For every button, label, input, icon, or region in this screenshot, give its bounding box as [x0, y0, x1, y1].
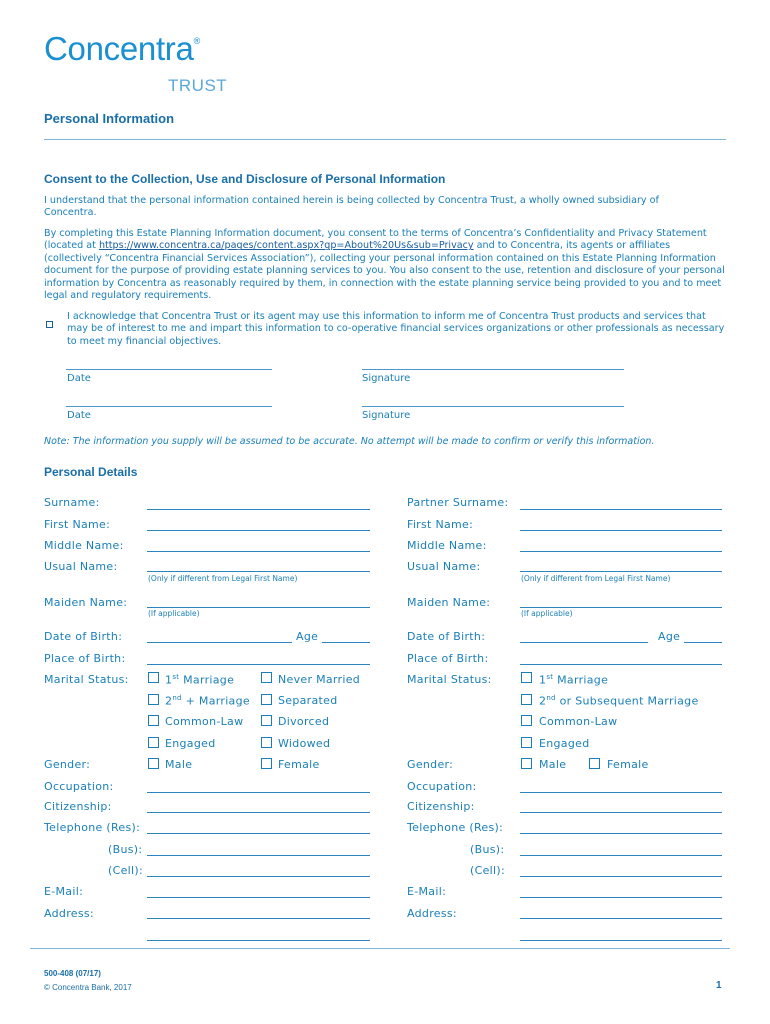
partner-maiden-name-label: Maiden Name:: [407, 596, 491, 609]
partner-marital-status-label: Marital Status:: [407, 673, 492, 686]
accuracy-note: Note: The information you supply will be assumed to be accurate. No attempt will be made to confirm or verify this information.: [44, 436, 655, 447]
privacy-link[interactable]: https://www.concentra.ca/pages/content.aspx?gp=About%20Us&sub=Privacy: [98, 240, 474, 252]
common-law-label: Common-Law: [165, 715, 244, 728]
citizenship-field[interactable]: [147, 812, 370, 813]
pob-label: Place of Birth:: [44, 652, 126, 665]
partner-middle-name-field[interactable]: [520, 551, 722, 552]
never-married-checkbox[interactable]: [261, 672, 272, 683]
partner-first-name-label: First Name:: [407, 518, 474, 531]
dob-label: Date of Birth:: [44, 630, 123, 643]
copyright: © Concentra Bank, 2017: [44, 983, 132, 992]
partner-middle-name-label: Middle Name:: [407, 539, 487, 552]
section-divider: [44, 139, 726, 140]
partner-male-label: Male: [539, 758, 567, 771]
middle-name-field[interactable]: [147, 551, 370, 552]
partner-first-name-field[interactable]: [520, 530, 722, 531]
acknowledge-text: I acknowledge that Concentra Trust or its agent may use this information to inform me of Concentra Trust products and services that may be of interest to me and impart this information to co-operative financial services organizations or other professionals as necessary to meet my financial objectives.: [67, 311, 725, 347]
partner-occupation-label: Occupation:: [407, 780, 477, 793]
partner-pob-label: Place of Birth:: [407, 652, 489, 665]
tel-cell-label: (Cell):: [108, 864, 143, 877]
partner-occupation-field[interactable]: [520, 792, 722, 793]
separated-checkbox[interactable]: [261, 694, 272, 705]
partner-pob-field[interactable]: [520, 664, 722, 665]
email-field[interactable]: [147, 897, 370, 898]
divorced-label: Divorced: [278, 715, 330, 728]
partner-usual-name-field[interactable]: [520, 571, 722, 572]
first-name-label: First Name:: [44, 518, 111, 531]
partner-citizenship-field[interactable]: [520, 812, 722, 813]
second-marriage-checkbox[interactable]: [148, 694, 159, 705]
tel-res-label: Telephone (Res):: [44, 821, 141, 834]
maiden-name-hint: (If applicable): [148, 609, 200, 618]
occupation-label: Occupation:: [44, 780, 114, 793]
partner-gender-label: Gender:: [407, 758, 454, 771]
surname-label: Surname:: [44, 496, 100, 509]
partner-tel-res-field[interactable]: [520, 833, 722, 834]
date-label: Date: [67, 373, 91, 384]
partner-maiden-name-field[interactable]: [520, 607, 722, 608]
signature-line-2[interactable]: [362, 406, 624, 407]
tel-res-field[interactable]: [147, 833, 370, 834]
partner-first-marriage-checkbox[interactable]: [521, 672, 532, 683]
male-label: Male: [165, 758, 193, 771]
partner-email-field[interactable]: [520, 897, 722, 898]
date-label: Date: [67, 410, 91, 421]
usual-name-label: Usual Name:: [44, 560, 118, 573]
widowed-label: Widowed: [278, 737, 331, 750]
gender-label: Gender:: [44, 758, 91, 771]
partner-second-marriage-label: 2nd or Subsequent Marriage: [539, 694, 699, 708]
consent-paragraph-1: I understand that the personal information contained herein is being collected by Concentra Trust, a wholly owned subsidiary of Concentra.: [44, 195, 659, 219]
age-label: Age: [296, 630, 319, 643]
dob-field[interactable]: [147, 642, 292, 643]
email-label: E-Mail:: [44, 885, 84, 898]
partner-tel-cell-field[interactable]: [520, 876, 722, 877]
partner-engaged-label: Engaged: [539, 737, 590, 750]
address-field-1[interactable]: [147, 918, 370, 919]
date-line-2[interactable]: [66, 406, 272, 407]
middle-name-label: Middle Name:: [44, 539, 124, 552]
partner-address-label: Address:: [407, 907, 457, 920]
concentra-logo: Concentra®: [44, 30, 200, 67]
partner-tel-res-label: Telephone (Res):: [407, 821, 504, 834]
tel-cell-field[interactable]: [147, 876, 370, 877]
first-marriage-label: 1st Marriage: [165, 673, 235, 687]
partner-tel-bus-label: (Bus):: [470, 843, 505, 856]
partner-usual-name-label: Usual Name:: [407, 560, 481, 573]
consent-heading: Consent to the Collection, Use and Disclosure of Personal Information: [44, 172, 446, 186]
female-checkbox[interactable]: [261, 758, 272, 769]
separated-label: Separated: [278, 694, 338, 707]
female-label: Female: [278, 758, 320, 771]
second-marriage-label: 2nd + Marriage: [165, 694, 250, 708]
occupation-field[interactable]: [147, 792, 370, 793]
partner-maiden-name-hint: (If applicable): [521, 609, 573, 618]
consent-paragraph-2: By completing this Estate Planning Information document, you consent to the terms of Concentra’s Confidentiality and Privacy Statement (located at https://www.concentra.ca/pages/content.aspx?gp=About%20Us&sub=Privacy and to Concentra, its agents or affiliates (collectively “Concentra Financial Services Association”), collecting your personal information contained on this Estate Planning Information document for the purpose of providing estate planning services to you. You also consent to the use, retention and disclosure of your personal information by Concentra as reasonably required by them, in connection with the estate planning service being provided to you and to meet legal and regulatory requirements.: [44, 228, 725, 302]
age-field[interactable]: [322, 642, 370, 643]
pob-field[interactable]: [147, 664, 370, 665]
form-number: 500-408 (07/17): [44, 969, 101, 978]
partner-address-field-1[interactable]: [520, 918, 722, 919]
signature-label: Signature: [362, 373, 411, 384]
usual-name-field[interactable]: [147, 571, 370, 572]
surname-field[interactable]: [147, 509, 370, 510]
partner-usual-name-hint: (Only if different from Legal First Name): [521, 574, 671, 583]
maiden-name-field[interactable]: [147, 607, 370, 608]
address-field-2[interactable]: [147, 940, 370, 941]
trust-subbrand: TRUST: [168, 76, 228, 95]
acknowledge-checkbox[interactable]: [46, 313, 53, 332]
tel-bus-label: (Bus):: [108, 843, 143, 856]
signature-label: Signature: [362, 410, 411, 421]
partner-age-label: Age: [658, 630, 681, 643]
citizenship-label: Citizenship:: [44, 800, 112, 813]
engaged-checkbox[interactable]: [148, 737, 159, 748]
never-married-label: Never Married: [278, 673, 361, 686]
partner-tel-cell-label: (Cell):: [470, 864, 505, 877]
partner-common-law-label: Common-Law: [539, 715, 618, 728]
first-marriage-checkbox[interactable]: [148, 672, 159, 683]
partner-second-marriage-checkbox[interactable]: [521, 694, 532, 705]
usual-name-hint: (Only if different from Legal First Name): [148, 574, 298, 583]
signature-line-1[interactable]: [362, 369, 624, 370]
partner-male-checkbox[interactable]: [521, 758, 532, 769]
partner-dob-field[interactable]: [520, 642, 648, 643]
maiden-name-label: Maiden Name:: [44, 596, 128, 609]
partner-tel-bus-field[interactable]: [520, 855, 722, 856]
common-law-checkbox[interactable]: [148, 715, 159, 726]
divorced-checkbox[interactable]: [261, 715, 272, 726]
tel-bus-field[interactable]: [147, 855, 370, 856]
partner-first-marriage-label: 1st Marriage: [539, 673, 609, 687]
partner-female-label: Female: [607, 758, 649, 771]
footer-divider: [30, 948, 730, 949]
partner-common-law-checkbox[interactable]: [521, 715, 532, 726]
first-name-field[interactable]: [147, 530, 370, 531]
address-label: Address:: [44, 907, 94, 920]
partner-address-field-2[interactable]: [520, 940, 722, 941]
partner-email-label: E-Mail:: [407, 885, 447, 898]
engaged-label: Engaged: [165, 737, 216, 750]
partner-engaged-checkbox[interactable]: [521, 737, 532, 748]
partner-age-field[interactable]: [684, 642, 722, 643]
personal-information-heading: Personal Information: [44, 111, 175, 126]
partner-surname-label: Partner Surname:: [407, 496, 509, 509]
page-number: 1: [716, 980, 722, 991]
male-checkbox[interactable]: [148, 758, 159, 769]
marital-status-label: Marital Status:: [44, 673, 129, 686]
partner-citizenship-label: Citizenship:: [407, 800, 475, 813]
partner-surname-field[interactable]: [520, 509, 722, 510]
partner-dob-label: Date of Birth:: [407, 630, 486, 643]
partner-female-checkbox[interactable]: [589, 758, 600, 769]
personal-details-heading: Personal Details: [44, 465, 138, 479]
date-line-1[interactable]: [66, 369, 272, 370]
widowed-checkbox[interactable]: [261, 737, 272, 748]
